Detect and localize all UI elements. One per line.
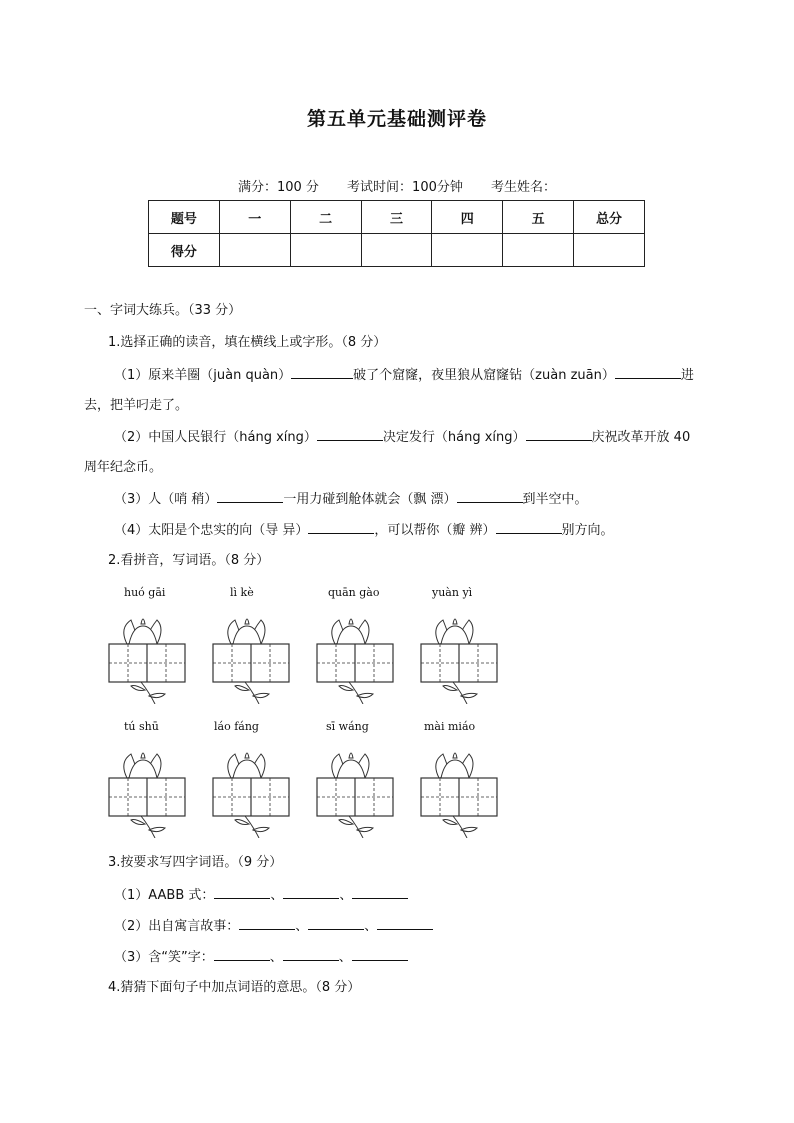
question-text: （1）AABB 式： bbox=[114, 888, 215, 903]
exam-time: 考试时间：100分钟 bbox=[347, 180, 463, 195]
answer-blank[interactable] bbox=[214, 948, 270, 961]
separator: 、 bbox=[339, 888, 353, 903]
score-header-cell: 二 bbox=[290, 201, 361, 234]
score-input-cell[interactable] bbox=[361, 234, 432, 267]
answer-blank[interactable] bbox=[239, 917, 295, 930]
answer-blank[interactable] bbox=[291, 366, 353, 379]
answer-blank[interactable] bbox=[377, 917, 433, 930]
full-score: 满分：100 分 bbox=[237, 180, 319, 195]
question-line bbox=[114, 428, 690, 447]
student-name-label: 考生姓名： bbox=[491, 180, 557, 195]
tian-grid bbox=[317, 778, 393, 816]
score-header-cell: 五 bbox=[503, 201, 574, 234]
question-text: ，可以帮你（瓣 辨） bbox=[374, 523, 496, 538]
pinyin-label: huó gāi bbox=[124, 586, 166, 599]
writing-grid[interactable] bbox=[417, 612, 503, 704]
question-line bbox=[114, 366, 694, 385]
score-header-cell: 四 bbox=[432, 201, 503, 234]
question-text: 到半空中。 bbox=[522, 492, 588, 507]
question-title: 2.看拼音，写词语。（8 分） bbox=[108, 553, 270, 568]
question-text: 进 bbox=[680, 368, 694, 383]
writing-grid[interactable] bbox=[417, 746, 503, 838]
flower-decoration-icon bbox=[124, 619, 165, 704]
writing-grid[interactable] bbox=[105, 612, 191, 704]
question-text: （1）原来羊圈（juàn quàn） bbox=[114, 368, 292, 383]
tian-grid bbox=[421, 644, 497, 682]
score-input-cell[interactable] bbox=[503, 234, 574, 267]
answer-blank[interactable] bbox=[283, 886, 339, 899]
question-text: 一用力碰到舱体就会（飘 漂） bbox=[283, 492, 457, 507]
tian-grid bbox=[421, 778, 497, 816]
question-title: 1.选择正确的读音，填在横线上或字形。（8 分） bbox=[108, 335, 387, 350]
question-text: 决定发行（háng xíng） bbox=[382, 430, 526, 445]
flower-decoration-icon bbox=[124, 753, 165, 838]
answer-blank[interactable] bbox=[308, 917, 364, 930]
answer-blank[interactable] bbox=[615, 366, 681, 379]
writing-grid[interactable] bbox=[313, 612, 399, 704]
answer-blank[interactable] bbox=[352, 886, 408, 899]
separator: 、 bbox=[270, 888, 284, 903]
tian-grid bbox=[109, 778, 185, 816]
pinyin-label: mài miáo bbox=[424, 720, 476, 733]
answer-blank[interactable] bbox=[214, 886, 270, 899]
question-line bbox=[114, 521, 614, 540]
separator: 、 bbox=[295, 919, 309, 934]
separator: 、 bbox=[364, 919, 378, 934]
answer-blank[interactable] bbox=[526, 428, 592, 441]
flower-decoration-icon bbox=[436, 753, 477, 838]
question-text: （2）中国人民银行（háng xíng） bbox=[114, 430, 317, 445]
question-line bbox=[114, 886, 408, 905]
question-line bbox=[114, 917, 433, 936]
question-text: （2）出自寓言故事： bbox=[114, 919, 240, 934]
pinyin-label: láo fáng bbox=[214, 720, 259, 733]
pinyin-label: quān gào bbox=[328, 586, 380, 599]
question-line bbox=[114, 490, 588, 509]
answer-blank[interactable] bbox=[217, 490, 283, 503]
score-header-cell: 题号 bbox=[149, 201, 220, 234]
question-line bbox=[114, 948, 408, 967]
question-text: （4）太阳是个忠实的向（导 异） bbox=[114, 523, 309, 538]
answer-blank[interactable] bbox=[457, 490, 523, 503]
question-text: （3）人（哨 稍） bbox=[114, 492, 218, 507]
tian-grid bbox=[213, 778, 289, 816]
answer-blank[interactable] bbox=[283, 948, 339, 961]
score-table-row bbox=[149, 234, 645, 267]
score-input-cell[interactable] bbox=[574, 234, 645, 267]
question-text: （3）含“笑”字： bbox=[114, 950, 214, 965]
score-table-header bbox=[149, 201, 645, 234]
pinyin-label: sī wáng bbox=[326, 720, 369, 733]
question-title: 3.按要求写四字词语。（9 分） bbox=[108, 855, 283, 870]
score-row-label: 得分 bbox=[149, 234, 220, 267]
question-text: 破了个窟窿，夜里狼从窟窿钻（zuàn zuān） bbox=[353, 368, 615, 383]
section-heading: 一、字词大练兵。（33 分） bbox=[84, 303, 242, 318]
answer-blank[interactable] bbox=[352, 948, 408, 961]
separator: 、 bbox=[269, 950, 283, 965]
tian-grid bbox=[109, 644, 185, 682]
answer-blank[interactable] bbox=[496, 521, 562, 534]
question-title: 4.猜猜下面句子中加点词语的意思。（8 分） bbox=[108, 980, 361, 995]
score-header-cell: 三 bbox=[361, 201, 432, 234]
flower-decoration-icon bbox=[228, 619, 269, 704]
separator: 、 bbox=[338, 950, 352, 965]
score-table bbox=[148, 200, 645, 267]
score-input-cell[interactable] bbox=[432, 234, 503, 267]
flower-decoration-icon bbox=[228, 753, 269, 838]
score-input-cell[interactable] bbox=[219, 234, 290, 267]
score-header-cell: 一 bbox=[219, 201, 290, 234]
writing-grid[interactable] bbox=[209, 612, 295, 704]
flower-decoration-icon bbox=[332, 753, 373, 838]
tian-grid bbox=[213, 644, 289, 682]
score-input-cell[interactable] bbox=[290, 234, 361, 267]
answer-blank[interactable] bbox=[317, 428, 383, 441]
writing-grid[interactable] bbox=[313, 746, 399, 838]
question-text: 庆祝改革开放 40 bbox=[591, 430, 691, 445]
flower-decoration-icon bbox=[332, 619, 373, 704]
question-text: 周年纪念币。 bbox=[84, 460, 163, 475]
pinyin-label: lì kè bbox=[230, 586, 254, 599]
score-header-cell: 总分 bbox=[574, 201, 645, 234]
pinyin-label: tú shū bbox=[124, 720, 159, 733]
pinyin-label: yuàn yì bbox=[432, 586, 473, 599]
question-text: 去，把羊叼走了。 bbox=[84, 398, 189, 413]
page-title: 第五单元基础测评卷 bbox=[306, 108, 487, 130]
exam-info bbox=[0, 176, 794, 195]
flower-decoration-icon bbox=[436, 619, 477, 704]
tian-grid bbox=[317, 644, 393, 682]
question-text: 别方向。 bbox=[561, 523, 614, 538]
answer-blank[interactable] bbox=[308, 521, 374, 534]
writing-grid[interactable] bbox=[209, 746, 295, 838]
writing-grid[interactable] bbox=[105, 746, 191, 838]
